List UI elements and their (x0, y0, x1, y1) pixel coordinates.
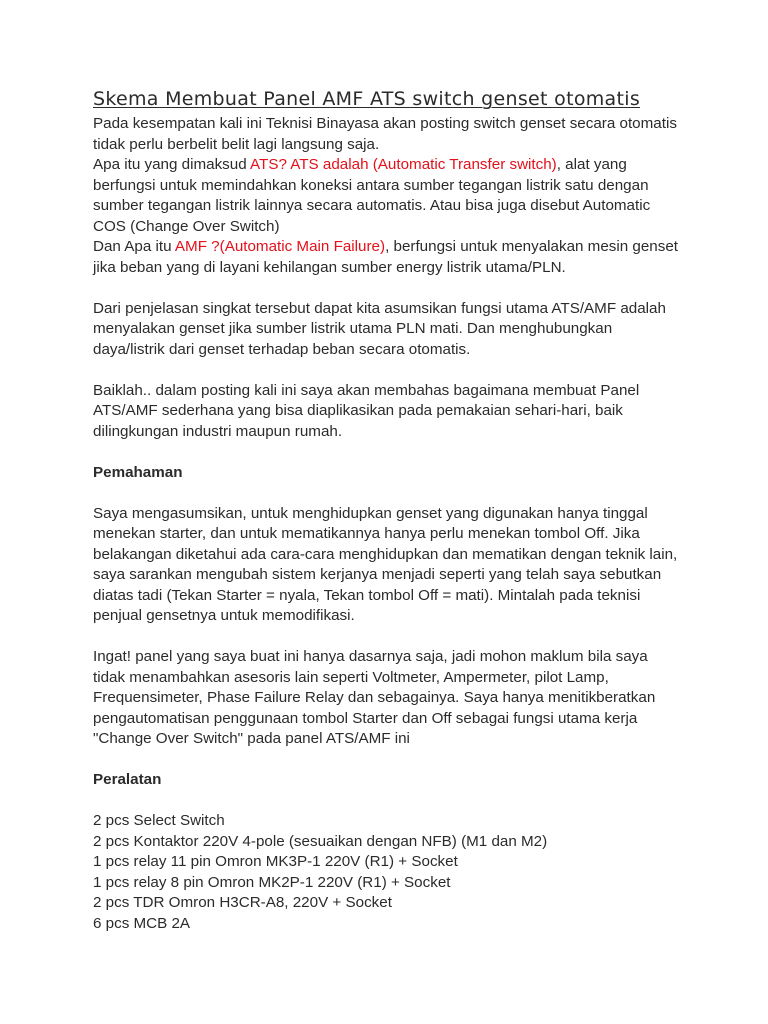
equipment-item: 2 pcs Kontaktor 220V 4-pole (sesuaikan dengan NFB) (M1 dan M2) (93, 832, 548, 850)
spacer (93, 750, 683, 771)
equipment-item: 1 pcs relay 11 pin Omron MK3P-1 220V (R1) + Socket (93, 853, 458, 870)
equipment-list (93, 811, 683, 934)
summary-paragraph: Dari penjelasan singkat tersebut dapat kita asumsikan fungsi utama ATS/AMF adalah menyalakan genset jika sumber listrik utama PLN mati. Dan menghubungkan daya/listrik dari genset terhadap beban secara otomatis. (93, 299, 666, 358)
equipment-item: 2 pcs Select Switch (93, 812, 225, 829)
peralatan-heading: Peralatan (93, 771, 162, 788)
equipment-item: 1 pcs relay 8 pin Omron MK2P-1 220V (R1) + Socket (93, 873, 451, 891)
ats-prefix: Apa itu yang dimaksud (93, 156, 251, 173)
document-title: Skema Membuat Panel AMF ATS switch genset otomatis (93, 88, 641, 110)
equipment-item: 2 pcs TDR Omron H3CR-A8, 220V + Socket (93, 894, 392, 911)
pemahaman-paragraph-1: Saya mengasumsikan, untuk menghidupkan genset yang digunakan hanya tinggal menekan starter, dan untuk mematikannya hanya perlu menekan tombol Off. Jika belakangan diketahui ada cara-cara menghidupkan dan mematikan dengan teknik lain, saya sarankan mengubah sistem kerjanya menjadi seperti yang telah saya sebutkan diatas tadi (Tekan Starter = nyala, Tekan tombol Off = mati). Mintalah pada teknisi penjual gensetnya untuk memodifikasi. (93, 504, 678, 624)
amf-suffix: , berfungsi untuk menyalakan mesin genset jika beban yang di layani kehilangan sumber energy listrik utama/PLN. (93, 238, 679, 276)
equipment-item: 6 pcs MCB 2A (93, 914, 191, 932)
spacer (93, 627, 683, 648)
ats-suffix: , alat yang berfungsi untuk memindahkan koneksi antara sumber tegangan listrik satu dengan sumber tegangan listrik lainnya secara automatis. Atau bisa juga disebut Automatic COS (Change Over Switch) (93, 156, 651, 235)
plan-paragraph: Baiklah.. dalam posting kali ini saya akan membahas bagaimana membuat Panel ATS/AMF sederhana yang bisa diaplikasikan pada pemakaian sehari-hari, baik dilingkungan industri maupun rumah. (93, 381, 640, 440)
pemahaman-paragraph-2: Ingat! panel yang saya buat ini hanya dasarnya saja, jadi mohon maklum bila saya tidak menambahkan asesoris lain seperti Voltmeter, Ampermeter, pilot Lamp, Frequensimeter, Phase Failure Relay dan sebagainya. Saya hanya menitikberatkan pengautomatisan penggunaan tombol Starter dan Off sebagai fungsi utama kerja "Change Over Switch" pada panel ATS/AMF ini (93, 648, 656, 747)
spacer (93, 483, 683, 504)
spacer (93, 791, 683, 812)
spacer (93, 278, 683, 299)
spacer (93, 360, 683, 381)
pemahaman-heading: Pemahaman (93, 463, 183, 481)
intro-paragraph-ats (93, 155, 683, 237)
document-page (93, 86, 683, 934)
intro-paragraph-amf (93, 237, 683, 278)
ats-highlight: ATS? ATS adalah (Automatic Transfer switch) (250, 156, 557, 173)
intro-paragraph-1: Pada kesempatan kali ini Teknisi Binayasa akan posting switch genset secara otomatis tidak perlu berbelit belit lagi langsung saja. (93, 115, 677, 153)
spacer (93, 442, 683, 463)
amf-highlight: AMF ?(Automatic Main Failure) (174, 238, 386, 255)
amf-prefix: Dan Apa itu (93, 238, 175, 255)
